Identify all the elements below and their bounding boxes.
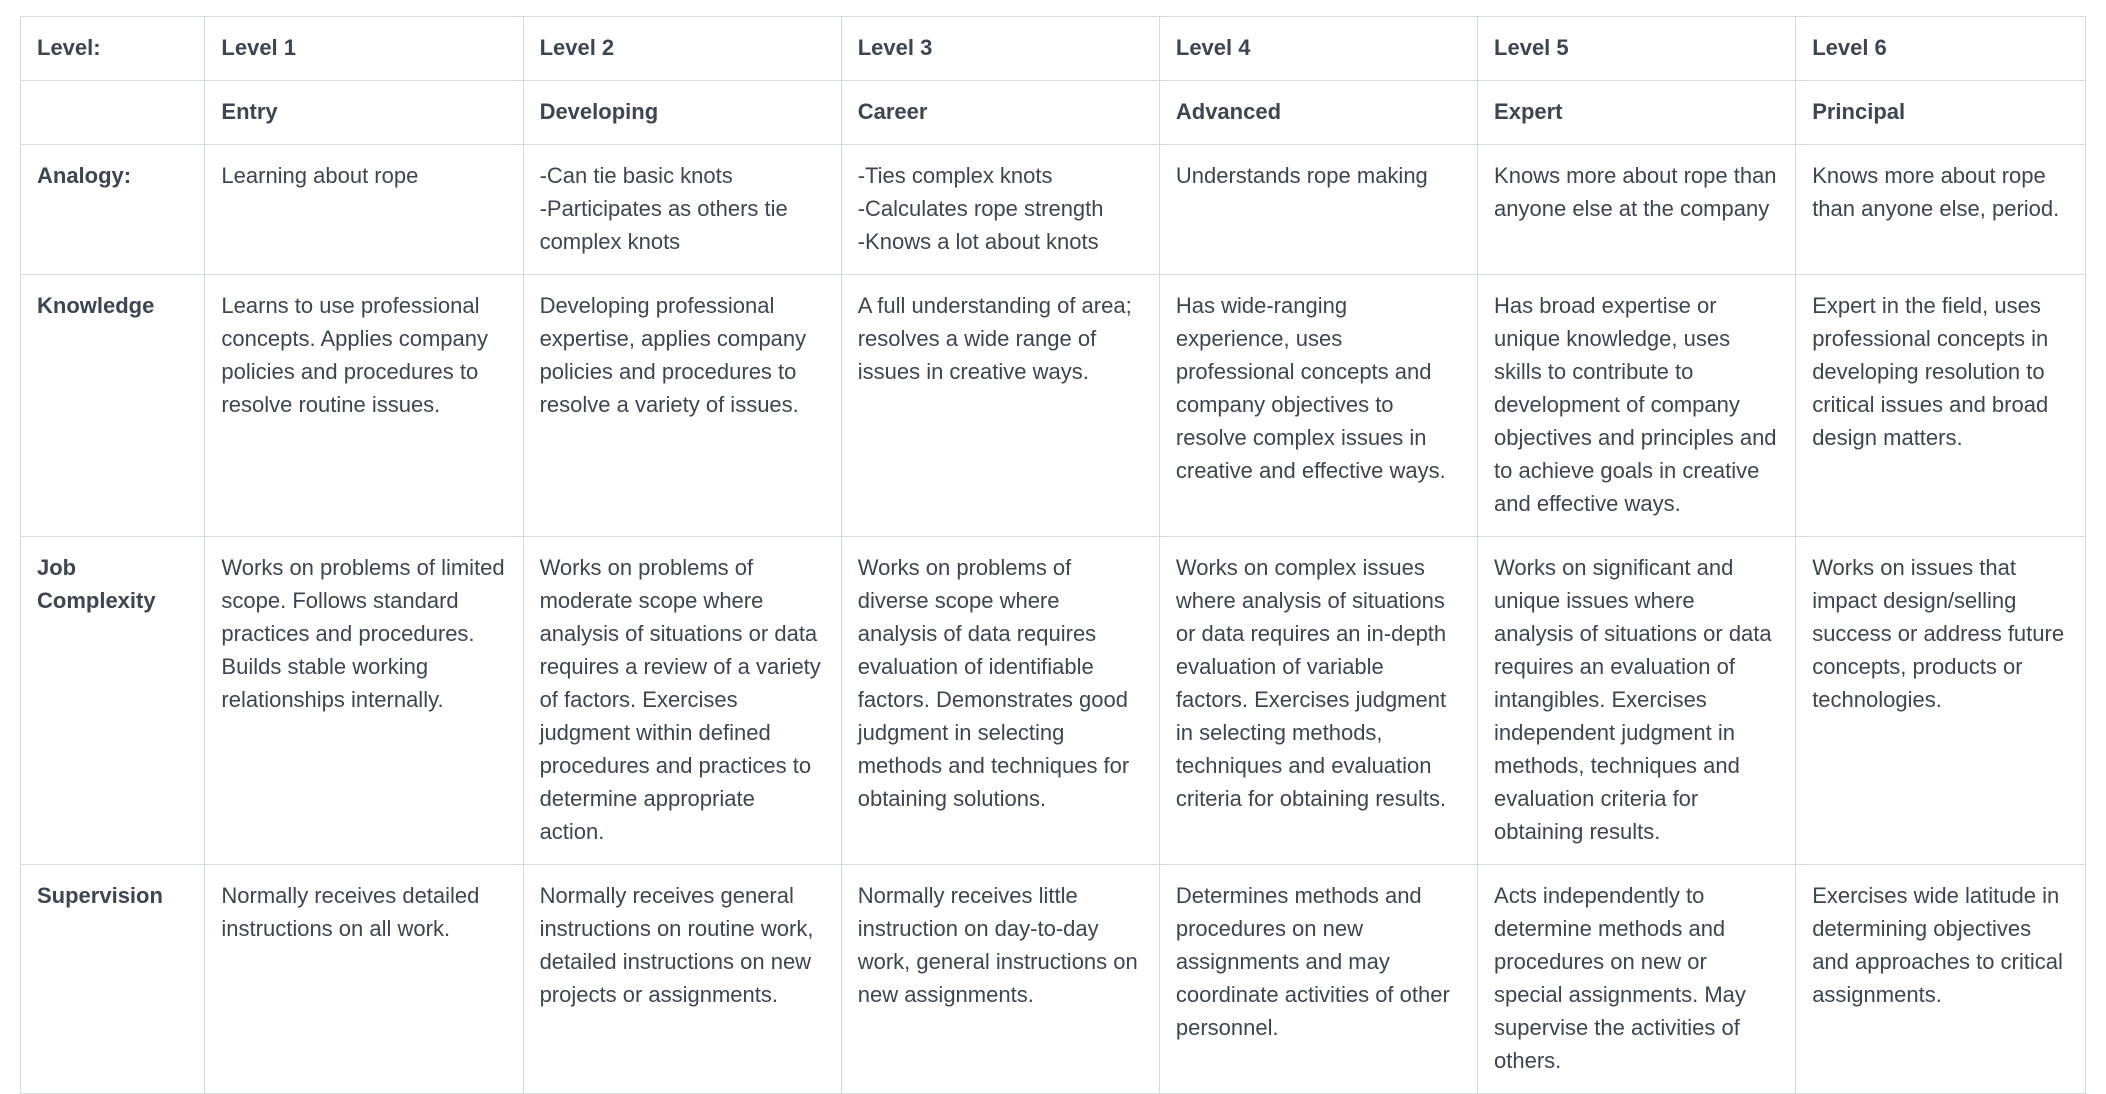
subheader-name-3: Career [841,81,1159,145]
subheader-name-2: Developing [523,81,841,145]
cell-line: Determines methods and procedures on new assignments and may coordinate activities of other personnel. [1175,883,1450,1040]
header-label-cell: Level: [21,17,205,81]
cell-analogy-level-4 [1159,145,1477,275]
table-row [21,275,2086,537]
header-level-6: Level 6 [1796,17,2086,81]
cell-knowledge-level-6 [1796,275,2086,537]
cell-line: -Ties complex knots [857,163,1053,188]
cell-line: Works on problems of diverse scope where analysis of data requires evaluation of identifiable factors. Demonstrates good judgment in selecting methods and techniques for obtaining solutions. [857,555,1130,811]
cell-line: Works on issues that impact design/selling success or address future concepts, products or technologies. [1812,555,2065,712]
cell-analogy-level-5 [1478,145,1796,275]
cell-line: Learning about rope [221,163,419,188]
cell-knowledge-level-5 [1478,275,1796,537]
cell-line: -Can tie basic knots [539,163,733,188]
cell-line: -Knows a lot about knots [857,229,1099,254]
cell-analogy-level-6 [1796,145,2086,275]
table-row [21,537,2086,865]
cell-line: -Calculates rope strength [857,196,1104,221]
table-subheader-row [21,81,2086,145]
subheader-name-1: Entry [205,81,523,145]
cell-line: Learns to use professional concepts. Applies company policies and procedures to resolve routine issues. [221,293,489,417]
cell-analogy-level-3 [841,145,1159,275]
cell-knowledge-level-3 [841,275,1159,537]
subheader-name-4: Advanced [1159,81,1477,145]
header-level-5: Level 5 [1478,17,1796,81]
cell-job-complexity-level-4 [1159,537,1477,865]
cell-job-complexity-level-6 [1796,537,2086,865]
cell-line: -Participates as others tie complex knots [539,196,788,254]
cell-supervision-level-5 [1478,865,1796,1094]
row-label-analogy: Analogy: [21,145,205,275]
cell-line: Exercises wide latitude in determining objectives and approaches to critical assignments. [1812,883,2063,1007]
cell-job-complexity-level-3 [841,537,1159,865]
career-levels-table [20,16,2086,1094]
subheader-name-5: Expert [1478,81,1796,145]
cell-line: Developing professional expertise, applies company policies and procedures to resolve a variety of issues. [539,293,807,417]
cell-supervision-level-2 [523,865,841,1094]
cell-line: Has broad expertise or unique knowledge, uses skills to contribute to development of company objectives and principles and to achieve goals in creative and effective ways. [1494,293,1777,516]
cell-knowledge-level-2 [523,275,841,537]
cell-job-complexity-level-2 [523,537,841,865]
table-header-row [21,17,2086,81]
cell-line: Expert in the field, uses professional concepts in developing resolution to critical issues and broad design matters. [1812,293,2049,450]
cell-line: Normally receives general instructions on routine work, detailed instructions on new projects or assignments. [539,883,814,1007]
cell-line: Works on significant and unique issues where analysis of situations or data requires an evaluation of intangibles. Exercises independent judgment in methods, techniques and evaluation criteria for obtaining results. [1494,555,1772,844]
cell-line: Works on complex issues where analysis of situations or data requires an in-depth evaluation of variable factors. Exercises judgment in selecting methods, techniques and evaluation criteria for obtaining results. [1175,555,1447,811]
cell-line: Has wide-ranging experience, uses professional concepts and company objectives to resolve complex issues in creative and effective ways. [1175,293,1446,483]
table-row [21,865,2086,1094]
subheader-name-6: Principal [1796,81,2086,145]
cell-line: A full understanding of area; resolves a wide range of issues in creative ways. [857,293,1132,384]
cell-line: Works on problems of moderate scope where analysis of situations or data requires a review of a variety of factors. Exercises judgment within defined procedures and practices to determine appropriate action. [539,555,821,844]
cell-line: Understands rope making [1175,163,1428,188]
header-level-2: Level 2 [523,17,841,81]
row-label-supervision: Supervision [21,865,205,1094]
cell-line: Knows more about rope than anyone else, period. [1812,163,2060,221]
cell-job-complexity-level-5 [1478,537,1796,865]
cell-supervision-level-3 [841,865,1159,1094]
header-level-1: Level 1 [205,17,523,81]
cell-line: Works on problems of limited scope. Follows standard practices and procedures. Builds stable working relationships internally. [221,555,505,712]
cell-knowledge-level-1 [205,275,523,537]
cell-line: Normally receives little instruction on day-to-day work, general instructions on new assignments. [857,883,1138,1007]
cell-supervision-level-6 [1796,865,2086,1094]
cell-line: Acts independently to determine methods and procedures on new or special assignments. May supervise the activities of others. [1494,883,1746,1073]
cell-knowledge-level-4 [1159,275,1477,537]
subheader-label-cell [21,81,205,145]
cell-line: Normally receives detailed instructions on all work. [221,883,480,941]
cell-job-complexity-level-1 [205,537,523,865]
cell-analogy-level-1 [205,145,523,275]
row-label-job-complexity: Job Complexity [21,537,205,865]
table-row [21,145,2086,275]
cell-analogy-level-2 [523,145,841,275]
row-label-knowledge: Knowledge [21,275,205,537]
cell-line: Knows more about rope than anyone else at the company [1494,163,1777,221]
cell-supervision-level-4 [1159,865,1477,1094]
cell-supervision-level-1 [205,865,523,1094]
header-level-4: Level 4 [1159,17,1477,81]
table-body [21,17,2086,1094]
header-level-3: Level 3 [841,17,1159,81]
